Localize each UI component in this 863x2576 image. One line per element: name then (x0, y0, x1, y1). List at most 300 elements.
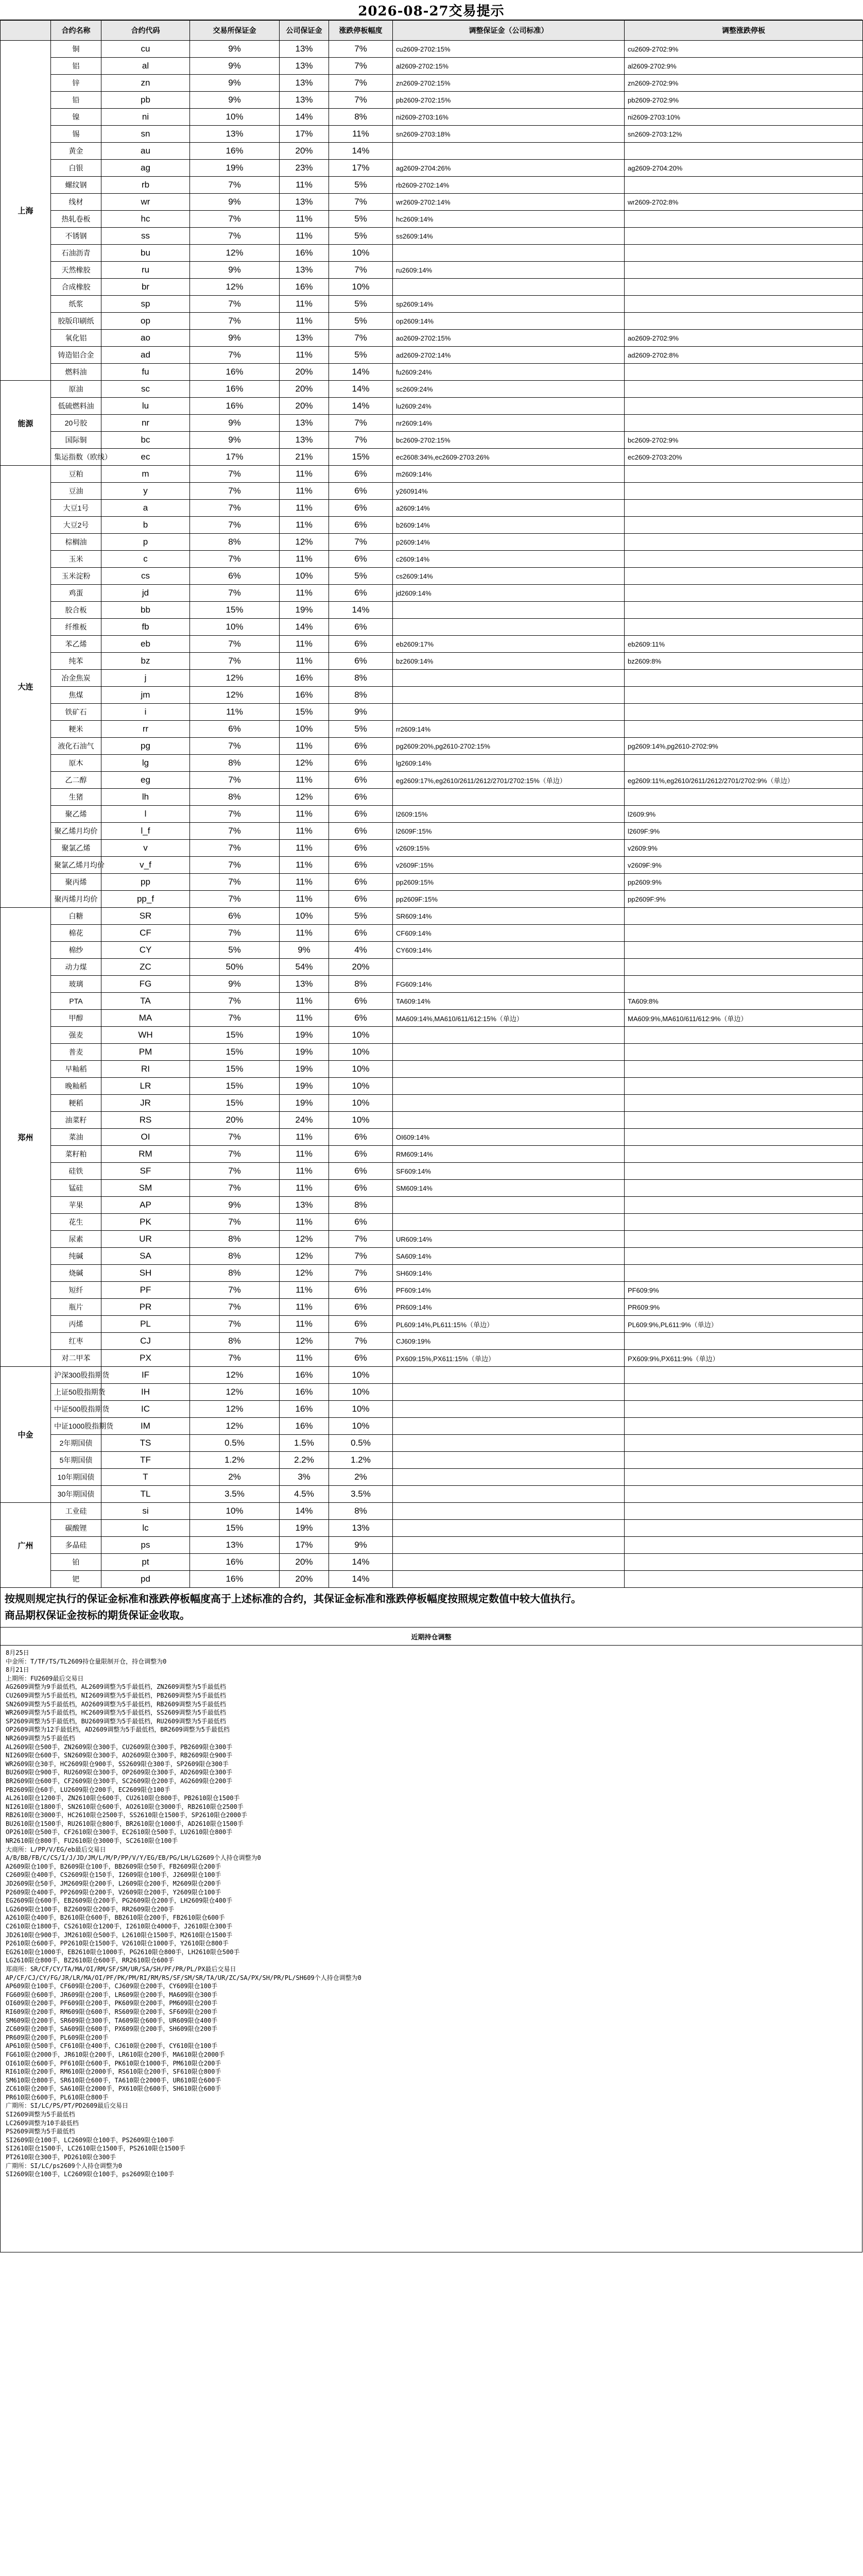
recent-adjustments-body (1, 1646, 862, 2252)
table-row (1, 1367, 863, 1384)
contract-name-cell: 硅铁 (51, 1163, 101, 1180)
company-margin-cell: 11% (280, 1146, 329, 1163)
table-row (1, 1384, 863, 1401)
adjusted-margin-cell: pp2609:15% (393, 874, 625, 891)
adjusted-limit-cell: cu2609-2702:9% (625, 41, 863, 58)
adjusted-margin-cell (393, 1503, 625, 1520)
price-limit-cell: 10% (329, 1384, 393, 1401)
exchange-margin-cell: 7% (190, 228, 280, 245)
adjusted-margin-cell (393, 959, 625, 976)
adjusted-limit-cell (625, 279, 863, 296)
company-margin-cell: 11% (280, 857, 329, 874)
company-margin-cell: 20% (280, 398, 329, 415)
recent-line: LG2609限仓100手，BZ2609限仓200手，RR2609限仓200手 (6, 1905, 175, 1913)
table-row (1, 245, 863, 262)
adjusted-limit-cell (625, 1452, 863, 1469)
contract-code-cell: hc (101, 211, 190, 228)
header-name: 合约名称 (51, 21, 101, 41)
adjusted-limit-cell (625, 1520, 863, 1537)
contract-name-cell: 10年期国债 (51, 1469, 101, 1486)
contract-code-cell: TL (101, 1486, 190, 1503)
recent-line: 广期所：SI/LC/PS/PT/PD2609最后交易日 (6, 2102, 129, 2110)
exchange-margin-cell: 15% (190, 1044, 280, 1061)
company-margin-cell: 20% (280, 1554, 329, 1571)
adjusted-limit-cell (625, 1095, 863, 1112)
contract-name-cell: 菜籽粕 (51, 1146, 101, 1163)
table-row (1, 1486, 863, 1503)
price-limit-cell: 10% (329, 1061, 393, 1078)
adjusted-limit-cell (625, 364, 863, 381)
notes-block (0, 1588, 862, 1628)
adjusted-margin-cell: CY609:14% (393, 942, 625, 959)
exchange-margin-cell: 6% (190, 568, 280, 585)
table-row (1, 942, 863, 959)
contract-name-cell: 棉纱 (51, 942, 101, 959)
recent-line: NR2610限仓800手，FU2610限仓3000手，SC2610限仓100手 (6, 1837, 178, 1845)
price-limit-cell: 7% (329, 58, 393, 75)
recent-line: NI2609限仓600手，SN2609限仓300手，AO2609限仓300手，RB2609限仓900手 (6, 1752, 233, 1759)
adjusted-limit-cell (625, 959, 863, 976)
contract-code-cell: pd (101, 1571, 190, 1588)
contract-name-cell: 胶版印刷纸 (51, 313, 101, 330)
adjusted-limit-cell: ad2609-2702:8% (625, 347, 863, 364)
price-limit-cell: 10% (329, 1044, 393, 1061)
company-margin-cell: 13% (280, 330, 329, 347)
note-line: 商品期权保证金按标的期货保证金收取。 (5, 1610, 190, 1621)
adjusted-margin-cell: v2609F:15% (393, 857, 625, 874)
price-limit-cell: 6% (329, 772, 393, 789)
adjusted-limit-cell: l2609F:9% (625, 823, 863, 840)
price-limit-cell: 6% (329, 891, 393, 908)
adjusted-margin-cell (393, 1384, 625, 1401)
adjusted-limit-cell (625, 313, 863, 330)
exchange-margin-cell: 7% (190, 313, 280, 330)
adjusted-limit-cell (625, 1384, 863, 1401)
contract-name-cell: 30年期国债 (51, 1486, 101, 1503)
price-limit-cell: 11% (329, 126, 393, 143)
adjusted-limit-cell: PR609:9% (625, 1299, 863, 1316)
price-limit-cell: 5% (329, 908, 393, 925)
adjusted-margin-cell: ad2609-2702:14% (393, 347, 625, 364)
exchange-margin-cell: 7% (190, 891, 280, 908)
table-row (1, 211, 863, 228)
price-limit-cell: 2% (329, 1469, 393, 1486)
adjusted-margin-cell (393, 1095, 625, 1112)
contract-code-cell: SH (101, 1265, 190, 1282)
company-margin-cell: 19% (280, 1044, 329, 1061)
exchange-margin-cell: 9% (190, 432, 280, 449)
company-margin-cell: 16% (280, 245, 329, 262)
table-row (1, 313, 863, 330)
contract-name-cell: PTA (51, 993, 101, 1010)
exchange-cell: 广州 (1, 1503, 51, 1588)
adjusted-limit-cell (625, 1027, 863, 1044)
price-limit-cell: 9% (329, 1537, 393, 1554)
contract-code-cell: zn (101, 75, 190, 92)
contract-code-cell: TF (101, 1452, 190, 1469)
price-limit-cell: 6% (329, 500, 393, 517)
company-margin-cell: 16% (280, 670, 329, 687)
recent-line: PS2609调整为5手最低档 (6, 2128, 75, 2136)
company-margin-cell: 13% (280, 262, 329, 279)
adjusted-margin-cell: RM609:14% (393, 1146, 625, 1163)
company-margin-cell: 13% (280, 41, 329, 58)
adjusted-limit-cell (625, 1333, 863, 1350)
company-margin-cell: 2.2% (280, 1452, 329, 1469)
table-row (1, 194, 863, 211)
company-margin-cell: 24% (280, 1112, 329, 1129)
contract-name-cell: 聚氯乙烯 (51, 840, 101, 857)
price-limit-cell: 7% (329, 75, 393, 92)
adjusted-margin-cell: lg2609:14% (393, 755, 625, 772)
adjusted-margin-cell (393, 1214, 625, 1231)
contract-name-cell: 纯苯 (51, 653, 101, 670)
adjusted-margin-cell: v2609:15% (393, 840, 625, 857)
exchange-margin-cell: 15% (190, 1520, 280, 1537)
exchange-margin-cell: 13% (190, 126, 280, 143)
exchange-margin-cell: 12% (190, 670, 280, 687)
contract-name-cell: 国际铜 (51, 432, 101, 449)
price-limit-cell: 6% (329, 1129, 393, 1146)
contract-name-cell: 合成橡胶 (51, 279, 101, 296)
exchange-margin-cell: 8% (190, 1248, 280, 1265)
contract-name-cell: 工业硅 (51, 1503, 101, 1520)
recent-line: FG610限仓2000手，JR610限仓200手，LR610限仓200手，MA610限仓2000手 (6, 2050, 225, 2058)
contract-name-cell: 铸造铝合金 (51, 347, 101, 364)
contract-name-cell: 纯碱 (51, 1248, 101, 1265)
contract-code-cell: WH (101, 1027, 190, 1044)
recent-line: OI609限仓200手，PF609限仓200手，PK609限仓200手，PM609限仓200手 (6, 1999, 218, 2007)
recent-line: CU2609调整为5手最低档，NI2609调整为5手最低档，PB2609调整为5手最低档 (6, 1691, 226, 1699)
price-limit-cell: 0.5% (329, 1435, 393, 1452)
company-margin-cell: 15% (280, 704, 329, 721)
exchange-margin-cell: 7% (190, 177, 280, 194)
exchange-margin-cell: 6% (190, 908, 280, 925)
contract-name-cell: 氧化铝 (51, 330, 101, 347)
adjusted-margin-cell: ag2609-2704:26% (393, 160, 625, 177)
exchange-margin-cell: 16% (190, 364, 280, 381)
price-limit-cell: 6% (329, 1316, 393, 1333)
price-limit-cell: 20% (329, 959, 393, 976)
price-limit-cell: 6% (329, 466, 393, 483)
adjusted-limit-cell (625, 585, 863, 602)
recent-line: C2610限仓1800手，CS2610限仓1200手，I2610限仓4000手，J2610限仓300手 (6, 1923, 233, 1930)
exchange-margin-cell: 7% (190, 823, 280, 840)
recent-line: RI610限仓200手，RM610限仓2000手，RS610限仓200手，SF610限仓800手 (6, 2068, 221, 2076)
exchange-margin-cell: 7% (190, 466, 280, 483)
table-row (1, 534, 863, 551)
contract-code-cell: fu (101, 364, 190, 381)
contract-code-cell: T (101, 1469, 190, 1486)
adjusted-margin-cell (393, 670, 625, 687)
adjusted-limit-cell: al2609-2702:9% (625, 58, 863, 75)
contract-code-cell: sc (101, 381, 190, 398)
exchange-margin-cell: 2% (190, 1469, 280, 1486)
adjusted-margin-cell: bc2609-2702:15% (393, 432, 625, 449)
recent-line: JD2609限仓50手，JM2609限仓200手，L2609限仓200手，M2609限仓200手 (6, 1880, 221, 1888)
recent-line: SP2609调整为5手最低档，BU2609调整为5手最低档，RU2609调整为5手最低档 (6, 1717, 226, 1725)
header-row (1, 21, 863, 41)
contract-name-cell: 纸浆 (51, 296, 101, 313)
exchange-margin-cell: 1.2% (190, 1452, 280, 1469)
contract-code-cell: RI (101, 1061, 190, 1078)
table-row (1, 58, 863, 75)
adjusted-limit-cell (625, 568, 863, 585)
adjusted-margin-cell (393, 1452, 625, 1469)
contract-code-cell: lu (101, 398, 190, 415)
price-limit-cell: 8% (329, 670, 393, 687)
recent-line: AP/CF/CJ/CY/FG/JR/LR/MA/OI/PF/PK/PM/RI/RM/RS/SF/SM/SR/TA/UR/ZC/SA/PX/SH/PR/PL/SH609个人持仓调整为0 (6, 1974, 361, 1981)
exchange-margin-cell: 7% (190, 772, 280, 789)
contract-name-cell: 乙二醇 (51, 772, 101, 789)
recent-line: PR609限仓200手，PL609限仓200手 (6, 2033, 109, 2041)
table-row (1, 347, 863, 364)
company-margin-cell: 16% (280, 1401, 329, 1418)
company-margin-cell: 11% (280, 806, 329, 823)
company-margin-cell: 11% (280, 177, 329, 194)
contract-name-cell: 早籼稻 (51, 1061, 101, 1078)
price-limit-cell: 14% (329, 364, 393, 381)
company-margin-cell: 19% (280, 1095, 329, 1112)
adjusted-limit-cell (625, 1435, 863, 1452)
exchange-margin-cell: 7% (190, 1129, 280, 1146)
recent-line: ZC609限仓200手，SA609限仓600手，PX609限仓200手，SH609限仓200手 (6, 2025, 218, 2033)
price-limit-cell: 6% (329, 1299, 393, 1316)
price-limit-cell: 6% (329, 1282, 393, 1299)
exchange-margin-cell: 9% (190, 92, 280, 109)
contract-name-cell: 玉米 (51, 551, 101, 568)
table-row (1, 1299, 863, 1316)
table-row (1, 449, 863, 466)
price-limit-cell: 6% (329, 1163, 393, 1180)
contract-name-cell: 20号胶 (51, 415, 101, 432)
table-row (1, 687, 863, 704)
adjusted-limit-cell (625, 1367, 863, 1384)
header-adjusted-limit: 调整涨跌停板 (625, 21, 863, 41)
contract-code-cell: ni (101, 109, 190, 126)
table-row (1, 1350, 863, 1367)
recent-adjustments-title: 近期持仓调整 (1, 1628, 862, 1646)
contract-name-cell: 铁矿石 (51, 704, 101, 721)
recent-line: PT2610限仓300手，PD2610限仓300手 (6, 2154, 116, 2161)
contract-code-cell: v (101, 840, 190, 857)
contract-name-cell: 铅 (51, 92, 101, 109)
recent-line: NI2610限仓1800手，SN2610限仓600手，AO2610限仓3000手，RB2610限仓2500手 (6, 1803, 244, 1810)
company-margin-cell: 1.5% (280, 1435, 329, 1452)
adjusted-limit-cell (625, 602, 863, 619)
contract-code-cell: ao (101, 330, 190, 347)
table-row (1, 1231, 863, 1248)
adjusted-margin-cell: SF609:14% (393, 1163, 625, 1180)
company-margin-cell: 11% (280, 211, 329, 228)
exchange-margin-cell: 16% (190, 381, 280, 398)
exchange-margin-cell: 9% (190, 75, 280, 92)
contract-name-cell: 聚氯乙烯月均价 (51, 857, 101, 874)
contract-name-cell: 苹果 (51, 1197, 101, 1214)
table-row (1, 925, 863, 942)
company-margin-cell: 12% (280, 1265, 329, 1282)
adjusted-margin-cell: pg2609:20%,pg2610-2702:15% (393, 738, 625, 755)
price-limit-cell: 6% (329, 738, 393, 755)
adjusted-limit-cell (625, 483, 863, 500)
company-margin-cell: 11% (280, 466, 329, 483)
recent-line: RB2610限仓3000手，HC2610限仓2500手，SS2610限仓1500手，SP2610限仓2000手 (6, 1811, 247, 1819)
price-limit-cell: 10% (329, 1027, 393, 1044)
contract-code-cell: j (101, 670, 190, 687)
adjusted-limit-cell: PX609:9%,PX611:9%（单边） (625, 1350, 863, 1367)
company-margin-cell: 13% (280, 194, 329, 211)
adjusted-margin-cell: a2609:14% (393, 500, 625, 517)
adjusted-margin-cell (393, 1061, 625, 1078)
adjusted-limit-cell: ec2609-2703:20% (625, 449, 863, 466)
adjusted-limit-cell (625, 1469, 863, 1486)
adjusted-limit-cell: zn2609-2702:9% (625, 75, 863, 92)
price-limit-cell: 10% (329, 1078, 393, 1095)
company-margin-cell: 20% (280, 381, 329, 398)
adjusted-limit-cell (625, 534, 863, 551)
contract-name-cell: 晚籼稻 (51, 1078, 101, 1095)
price-limit-cell: 8% (329, 109, 393, 126)
price-limit-cell: 7% (329, 1333, 393, 1350)
header-price-limit: 涨跌停板幅度 (329, 21, 393, 41)
company-margin-cell: 11% (280, 840, 329, 857)
adjusted-margin-cell (393, 1112, 625, 1129)
table-row (1, 772, 863, 789)
adjusted-limit-cell (625, 908, 863, 925)
exchange-margin-cell: 12% (190, 1384, 280, 1401)
adjusted-margin-cell (393, 143, 625, 160)
contract-code-cell: CY (101, 942, 190, 959)
adjusted-margin-cell (393, 1401, 625, 1418)
title-row (0, 0, 862, 20)
adjusted-limit-cell: v2609F:9% (625, 857, 863, 874)
adjusted-margin-cell: SM609:14% (393, 1180, 625, 1197)
adjusted-limit-cell (625, 1265, 863, 1282)
contract-name-cell: 中证1000股指期货 (51, 1418, 101, 1435)
exchange-margin-cell: 7% (190, 1282, 280, 1299)
adjusted-limit-cell: pp2609:9% (625, 874, 863, 891)
adjusted-limit-cell: ni2609-2703:10% (625, 109, 863, 126)
exchange-margin-cell: 12% (190, 687, 280, 704)
table-row (1, 330, 863, 347)
price-limit-cell: 10% (329, 1095, 393, 1112)
recent-line: OP2609调整为12手最低档，AD2609调整为5手最低档，BR2609调整为5手最低档 (6, 1726, 230, 1734)
adjusted-margin-cell: op2609:14% (393, 313, 625, 330)
contract-name-cell: 5年期国债 (51, 1452, 101, 1469)
table-row (1, 1027, 863, 1044)
contract-code-cell: m (101, 466, 190, 483)
adjusted-limit-cell (625, 976, 863, 993)
exchange-margin-cell: 7% (190, 857, 280, 874)
exchange-margin-cell: 7% (190, 636, 280, 653)
table-row (1, 1112, 863, 1129)
adjusted-limit-cell (625, 1078, 863, 1095)
price-limit-cell: 5% (329, 347, 393, 364)
price-limit-cell: 8% (329, 1197, 393, 1214)
contract-code-cell: IM (101, 1418, 190, 1435)
recent-line: OI610限仓600手，PF610限仓600手，PK610限仓1000手，PM610限仓200手 (6, 2059, 221, 2067)
company-margin-cell: 11% (280, 500, 329, 517)
price-limit-cell: 1.2% (329, 1452, 393, 1469)
table-header (1, 21, 863, 41)
price-limit-cell: 7% (329, 92, 393, 109)
company-margin-cell: 11% (280, 993, 329, 1010)
table-row (1, 500, 863, 517)
price-limit-cell: 10% (329, 279, 393, 296)
adjusted-limit-cell (625, 1163, 863, 1180)
exchange-margin-cell: 12% (190, 245, 280, 262)
adjusted-limit-cell (625, 466, 863, 483)
price-limit-cell: 7% (329, 1248, 393, 1265)
contract-name-cell: 铜 (51, 41, 101, 58)
table-row (1, 568, 863, 585)
table-row (1, 1452, 863, 1469)
company-margin-cell: 14% (280, 619, 329, 636)
contract-name-cell: 冶金焦炭 (51, 670, 101, 687)
company-margin-cell: 11% (280, 1282, 329, 1299)
contract-code-cell: ec (101, 449, 190, 466)
contract-name-cell: 鸡蛋 (51, 585, 101, 602)
contract-code-cell: fb (101, 619, 190, 636)
adjusted-margin-cell: sn2609-2703:18% (393, 126, 625, 143)
contract-code-cell: bb (101, 602, 190, 619)
adjusted-limit-cell (625, 687, 863, 704)
contract-code-cell: JR (101, 1095, 190, 1112)
adjusted-limit-cell (625, 415, 863, 432)
adjusted-margin-cell: fu2609:24% (393, 364, 625, 381)
adjusted-margin-cell: PX609:15%,PX611:15%（单边） (393, 1350, 625, 1367)
exchange-margin-cell: 12% (190, 1401, 280, 1418)
price-limit-cell: 6% (329, 1180, 393, 1197)
contract-code-cell: v_f (101, 857, 190, 874)
adjusted-margin-cell: SA609:14% (393, 1248, 625, 1265)
price-limit-cell: 14% (329, 1554, 393, 1571)
contract-code-cell: pp_f (101, 891, 190, 908)
adjusted-margin-cell: eb2609:17% (393, 636, 625, 653)
contract-name-cell: 强麦 (51, 1027, 101, 1044)
company-margin-cell: 16% (280, 1367, 329, 1384)
price-limit-cell: 5% (329, 568, 393, 585)
company-margin-cell: 14% (280, 1503, 329, 1520)
company-margin-cell: 16% (280, 687, 329, 704)
contract-code-cell: CF (101, 925, 190, 942)
price-limit-cell: 6% (329, 585, 393, 602)
contract-name-cell: 低硫燃料油 (51, 398, 101, 415)
price-limit-cell: 6% (329, 823, 393, 840)
contract-code-cell: eb (101, 636, 190, 653)
table-row (1, 1248, 863, 1265)
table-row (1, 279, 863, 296)
adjusted-limit-cell: l2609:9% (625, 806, 863, 823)
company-margin-cell: 17% (280, 1537, 329, 1554)
adjusted-margin-cell: ru2609:14% (393, 262, 625, 279)
adjusted-margin-cell: lu2609:24% (393, 398, 625, 415)
table-row (1, 704, 863, 721)
price-limit-cell: 6% (329, 755, 393, 772)
table-row (1, 483, 863, 500)
contract-name-cell: 燃料油 (51, 364, 101, 381)
recent-line: NR2609调整为5手最低档 (6, 1734, 75, 1742)
exchange-margin-cell: 9% (190, 194, 280, 211)
adjusted-margin-cell: MA609:14%,MA610/611/612:15%（单边） (393, 1010, 625, 1027)
header-code: 合约代码 (101, 21, 190, 41)
contract-name-cell: 沪深300股指期货 (51, 1367, 101, 1384)
contract-name-cell: 粳米 (51, 721, 101, 738)
adjusted-margin-cell (393, 279, 625, 296)
table-row (1, 738, 863, 755)
price-limit-cell: 6% (329, 1146, 393, 1163)
adjusted-limit-cell (625, 1180, 863, 1197)
